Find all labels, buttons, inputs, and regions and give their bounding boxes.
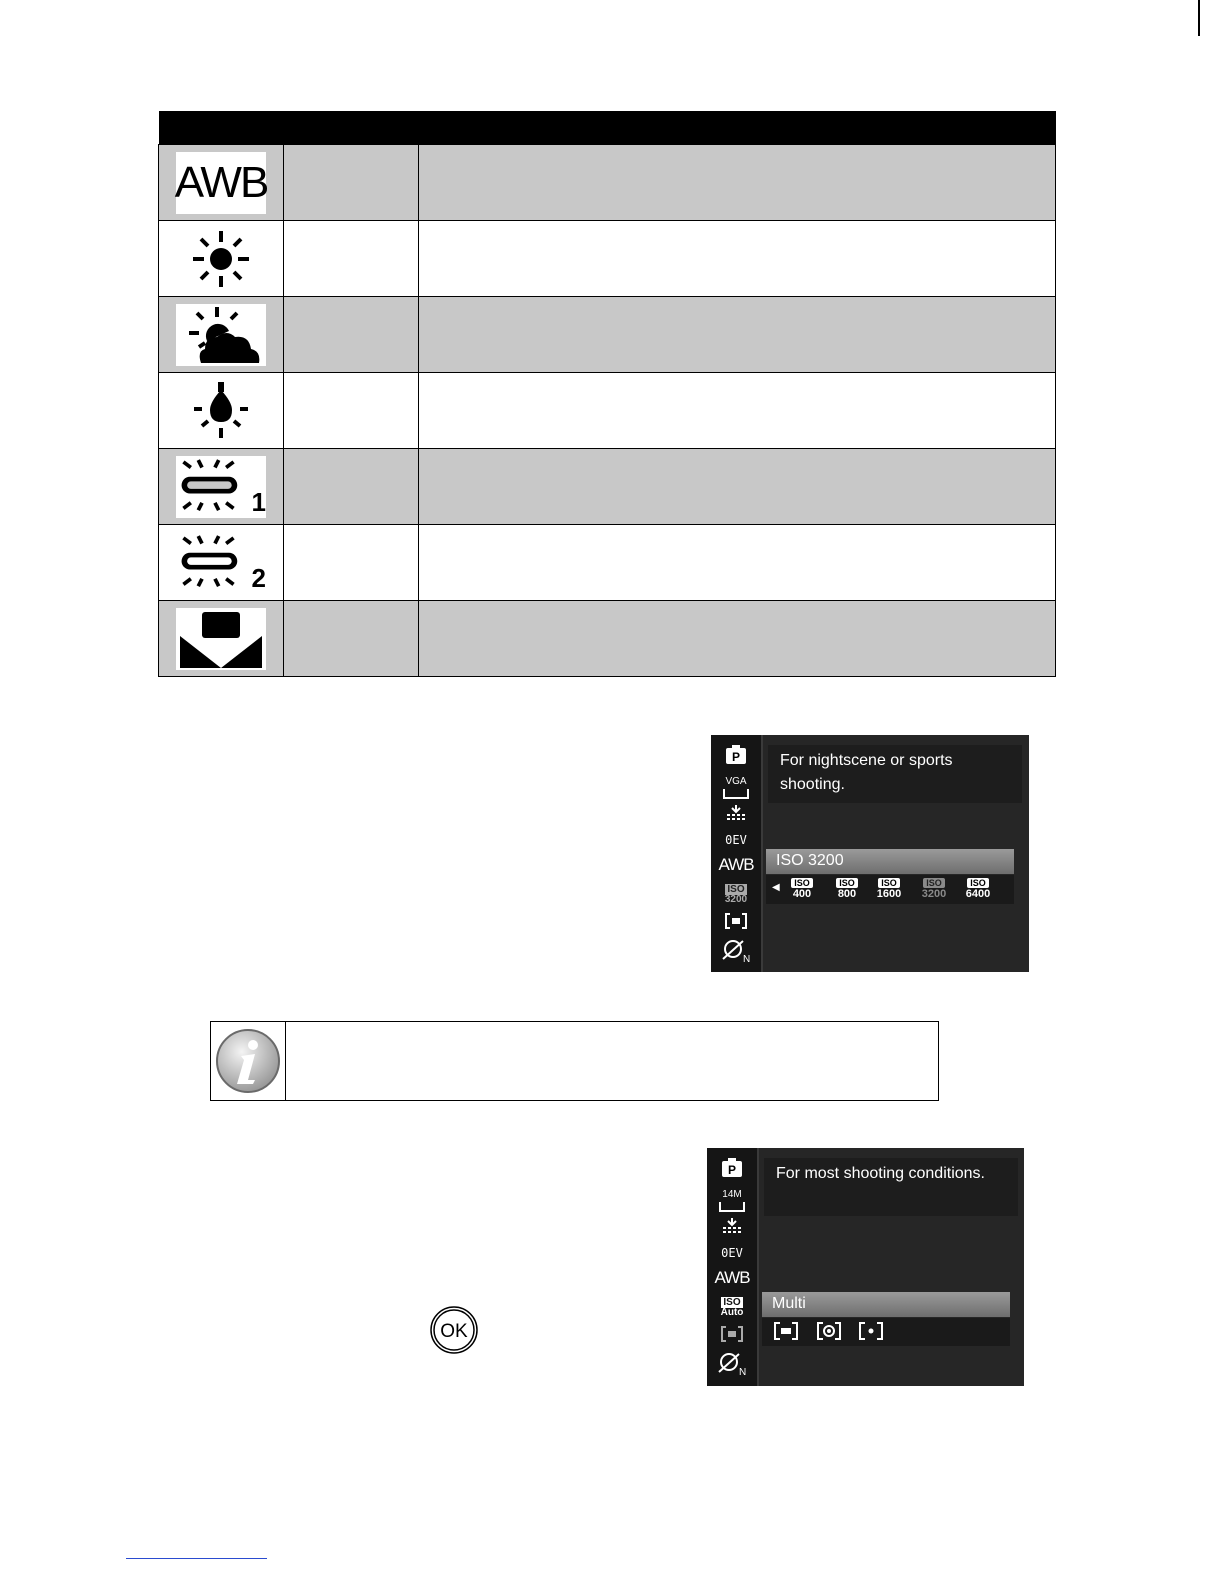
svg-text:N: N xyxy=(743,954,751,963)
menu-sidebar xyxy=(711,735,763,972)
daylight-sun-icon xyxy=(176,228,266,290)
menu-sidebar xyxy=(707,1148,759,1386)
custom-wb-icon xyxy=(176,608,266,670)
color-effect-icon[interactable] xyxy=(711,939,761,966)
metering-menu-screen xyxy=(707,1148,1024,1386)
spot-metering-icon[interactable] xyxy=(859,1322,883,1344)
awb-icon: AWB xyxy=(176,152,266,214)
table-row xyxy=(159,221,1056,297)
setting-description: For most shooting conditions. xyxy=(764,1158,1018,1216)
selected-setting-label: Multi xyxy=(762,1292,1010,1317)
multi-metering-icon[interactable] xyxy=(774,1322,798,1344)
quality-icon[interactable] xyxy=(711,805,761,824)
white-balance-table xyxy=(158,111,1056,677)
svg-text:N: N xyxy=(739,1367,747,1376)
image-size-icon[interactable]: VGA xyxy=(711,775,761,799)
left-arrow-icon[interactable]: ◀ xyxy=(772,882,780,893)
table-row xyxy=(159,373,1056,449)
fluorescent-1-icon xyxy=(176,456,266,518)
fluorescent-2-label: 2 xyxy=(251,562,266,593)
metering-options-row xyxy=(762,1318,1010,1346)
center-metering-icon[interactable] xyxy=(817,1322,841,1344)
iso-menu-screen xyxy=(711,735,1029,972)
table-row xyxy=(159,145,1056,221)
tungsten-bulb-icon xyxy=(176,380,266,442)
page-edge-rule xyxy=(1198,0,1200,36)
exposure-icon[interactable]: 0EV xyxy=(725,833,747,847)
color-effect-icon[interactable] xyxy=(707,1352,757,1379)
iso-option[interactable]: ISO 400 xyxy=(792,878,812,900)
setting-description: For nightscene or sports shooting. xyxy=(768,745,1022,803)
program-mode-icon[interactable] xyxy=(711,745,761,768)
footer-link-line xyxy=(126,1558,267,1559)
program-mode-icon[interactable] xyxy=(707,1158,757,1181)
table-row xyxy=(159,449,1056,525)
table-header-row xyxy=(159,111,1056,145)
fluorescent-1-label: 1 xyxy=(251,486,266,517)
image-size-icon[interactable]: 14M xyxy=(707,1188,757,1212)
white-balance-icon[interactable]: AWB xyxy=(714,1268,750,1287)
iso-options-row xyxy=(766,875,1014,904)
ok-button[interactable] xyxy=(430,1306,478,1354)
exposure-icon[interactable]: 0EV xyxy=(721,1246,743,1260)
ok-button-label: OK xyxy=(440,1321,468,1342)
table-row xyxy=(159,297,1056,373)
quality-icon[interactable] xyxy=(707,1218,757,1237)
iso-icon[interactable]: ISO 3200 xyxy=(724,884,748,905)
svg-text:P: P xyxy=(731,750,741,764)
note-box xyxy=(210,1021,939,1101)
iso-option[interactable]: ISO 800 xyxy=(837,878,857,900)
white-balance-icon[interactable]: AWB xyxy=(718,855,754,874)
iso-option[interactable]: ISO 1600 xyxy=(876,878,902,900)
table-row xyxy=(159,601,1056,677)
metering-icon[interactable] xyxy=(707,1326,757,1345)
iso-option[interactable]: ISO 6400 xyxy=(965,878,991,900)
svg-text:P: P xyxy=(727,1163,737,1177)
selected-setting-label: ISO 3200 xyxy=(766,849,1014,874)
info-icon xyxy=(215,1028,281,1094)
cloudy-icon xyxy=(176,304,266,366)
fluorescent-2-icon xyxy=(176,532,266,594)
table-row xyxy=(159,525,1056,601)
iso-option-selected[interactable]: ISO 3200 xyxy=(921,878,947,900)
iso-icon[interactable]: ISO Auto xyxy=(720,1297,744,1318)
note-icon-cell xyxy=(211,1022,286,1100)
metering-icon[interactable] xyxy=(711,913,761,932)
